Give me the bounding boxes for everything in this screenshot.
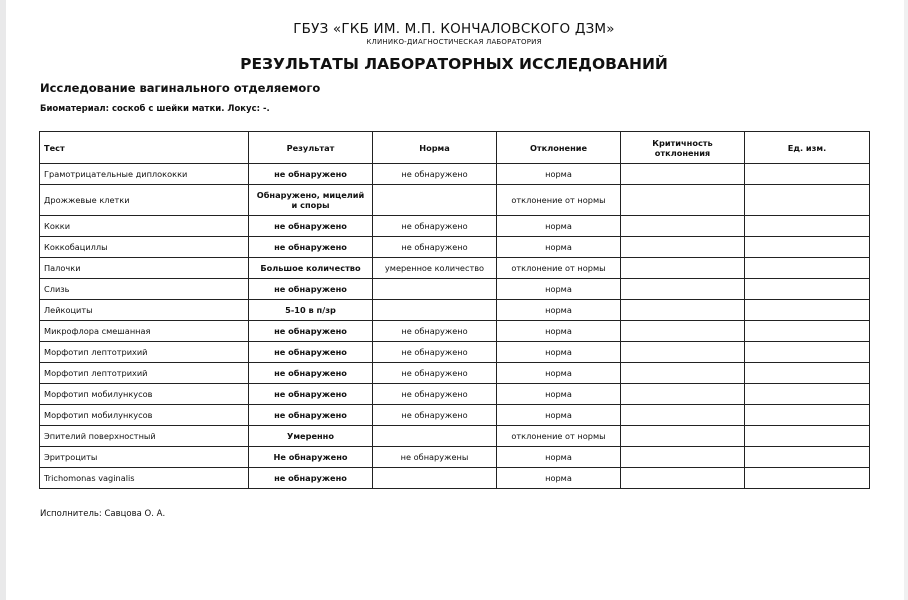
cell-result: не обнаружено [249,342,373,363]
cell-test: Морфотип лептотрихий [40,342,249,363]
cell-result: Умеренно [249,426,373,447]
cell-units [745,237,870,258]
cell-test: Слизь [40,279,249,300]
cell-units [745,300,870,321]
cell-test: Коккобациллы [40,237,249,258]
cell-norm: не обнаружено [373,321,497,342]
cell-norm [373,279,497,300]
cell-deviation: отклонение от нормы [497,426,621,447]
cell-test: Trichomonas vaginalis [40,468,249,489]
cell-norm [373,426,497,447]
cell-criticality [621,405,745,426]
header-deviation: Отклонение [497,132,621,164]
table-row [40,384,870,405]
cell-deviation: норма [497,237,621,258]
cell-criticality [621,468,745,489]
cell-result: Большое количество [249,258,373,279]
table-row [40,363,870,384]
cell-result: не обнаружено [249,405,373,426]
executor: Исполнитель: Савцова О. А. [40,509,166,519]
cell-test: Палочки [40,258,249,279]
cell-criticality [621,300,745,321]
header-norm: Норма [373,132,497,164]
cell-norm: не обнаружено [373,216,497,237]
table-row [40,300,870,321]
cell-deviation: норма [497,468,621,489]
page-title: РЕЗУЛЬТАТЫ ЛАБОРАТОРНЫХ ИССЛЕДОВАНИЙ [240,55,668,73]
cell-test: Эритроциты [40,447,249,468]
cell-units [745,216,870,237]
cell-units [745,185,870,216]
cell-result: Обнаружено, мицелий и споры [249,185,373,216]
cell-units [745,258,870,279]
cell-criticality [621,164,745,185]
table-row [40,405,870,426]
cell-criticality [621,237,745,258]
cell-norm: не обнаружено [373,363,497,384]
cell-units [745,468,870,489]
cell-test: Дрожжевые клетки [40,185,249,216]
table-row [40,258,870,279]
cell-deviation: отклонение от нормы [497,258,621,279]
header-criticality: Критичность отклонения [621,132,745,164]
cell-test: Лейкоциты [40,300,249,321]
cell-norm: не обнаружено [373,384,497,405]
cell-units [745,342,870,363]
table-header-row [40,132,870,164]
cell-units [745,363,870,384]
results-table [39,131,870,489]
cell-deviation: норма [497,216,621,237]
cell-test: Морфотип мобилункусов [40,405,249,426]
cell-test: Морфотип лептотрихий [40,363,249,384]
cell-test: Морфотип мобилункусов [40,384,249,405]
cell-deviation: норма [497,279,621,300]
cell-norm: не обнаружено [373,405,497,426]
cell-norm: не обнаружены [373,447,497,468]
cell-result: не обнаружено [249,384,373,405]
cell-result: не обнаружено [249,321,373,342]
cell-norm [373,185,497,216]
cell-criticality [621,447,745,468]
cell-test: Эпителий поверхностный [40,426,249,447]
header-test: Тест [40,132,249,164]
biomaterial-info: Биоматериал: соскоб с шейки матки. Локус: -. [40,104,270,114]
cell-criticality [621,426,745,447]
cell-deviation: норма [497,363,621,384]
header-result: Результат [249,132,373,164]
cell-criticality [621,363,745,384]
cell-result: не обнаружено [249,237,373,258]
cell-deviation: норма [497,164,621,185]
department-name: КЛИНИКО-ДИАГНОСТИЧЕСКАЯ ЛАБОРАТОРИЯ [366,38,542,46]
cell-result: не обнаружено [249,164,373,185]
cell-criticality [621,279,745,300]
cell-result: 5-10 в п/зр [249,300,373,321]
cell-criticality [621,342,745,363]
cell-norm: умеренное количество [373,258,497,279]
header-units: Ед. изм. [745,132,870,164]
table-row [40,447,870,468]
cell-result: не обнаружено [249,363,373,384]
table-row [40,342,870,363]
study-name: Исследование вагинального отделяемого [40,81,321,95]
cell-criticality [621,185,745,216]
cell-units [745,384,870,405]
cell-test: Микрофлора смешанная [40,321,249,342]
table-row [40,279,870,300]
cell-norm [373,300,497,321]
organization-name: ГБУЗ «ГКБ ИМ. М.П. КОНЧАЛОВСКОГО ДЗМ» [293,21,615,37]
cell-units [745,279,870,300]
cell-units [745,321,870,342]
cell-deviation: норма [497,342,621,363]
cell-units [745,405,870,426]
cell-norm: не обнаружено [373,164,497,185]
table-row [40,185,870,216]
cell-test: Кокки [40,216,249,237]
cell-deviation: отклонение от нормы [497,185,621,216]
cell-units [745,164,870,185]
cell-criticality [621,321,745,342]
cell-deviation: норма [497,300,621,321]
cell-result: не обнаружено [249,468,373,489]
table-row [40,237,870,258]
cell-units [745,447,870,468]
table-row [40,468,870,489]
cell-norm: не обнаружено [373,237,497,258]
cell-result: не обнаружено [249,279,373,300]
cell-result: не обнаружено [249,216,373,237]
table-row [40,164,870,185]
page-edge-left [0,0,6,600]
cell-criticality [621,384,745,405]
cell-deviation: норма [497,447,621,468]
cell-norm [373,468,497,489]
cell-norm: не обнаружено [373,342,497,363]
cell-deviation: норма [497,321,621,342]
table-row [40,321,870,342]
cell-test: Грамотрицательные диплококки [40,164,249,185]
page-edge-right [904,0,908,600]
cell-result: Не обнаружено [249,447,373,468]
table-row [40,216,870,237]
cell-deviation: норма [497,405,621,426]
cell-deviation: норма [497,384,621,405]
cell-units [745,426,870,447]
cell-criticality [621,216,745,237]
table-row [40,426,870,447]
cell-criticality [621,258,745,279]
